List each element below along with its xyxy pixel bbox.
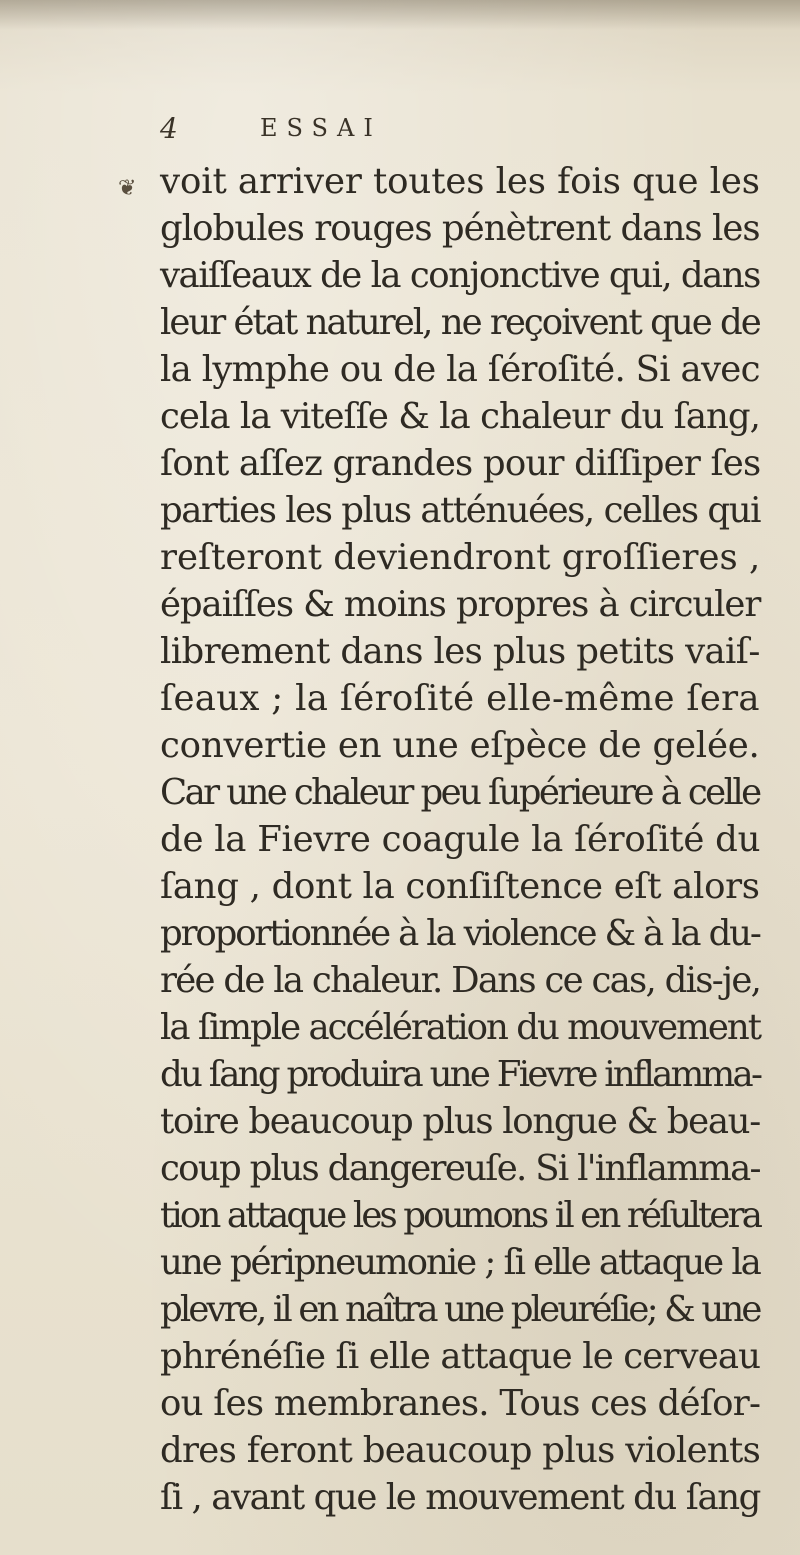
text-line: plevre, il en naîtra une pleuréſie; & une [160, 1289, 760, 1330]
text-line: du ſang produira une Fievre inflamma- [160, 1054, 761, 1095]
text-line: la ſimple accélération du mouvement [160, 1007, 761, 1048]
text-line: reſteront deviendront groſſieres , [160, 537, 761, 578]
text-line: voit arriver toutes les fois que les [160, 161, 760, 202]
text-line: ſang , dont la conſiſtence eſt alors [160, 866, 760, 907]
text-line: toire beaucoup plus longue & beau- [160, 1101, 760, 1142]
text-line: de la Fievre coagule la ſéroſité du [160, 819, 761, 860]
text-line: convertie en une eſpèce de gelée. [160, 725, 760, 766]
text-line: ſont aſſez grandes pour diſſiper ſes [160, 443, 761, 484]
text-line: cela la viteſſe & la chaleur du ſang, [160, 396, 760, 437]
text-line: rée de la chaleur. Dans ce cas, dis-je, [160, 960, 761, 1001]
text-line: épaiſſes & moins propres à circuler [160, 584, 761, 625]
running-head: ESSAI [260, 114, 382, 142]
text-line: Car une chaleur peu ſupérieure à celle [160, 772, 760, 813]
text-line: une péripneumonie ; ſi elle attaque la [160, 1242, 760, 1283]
text-line: librement dans les plus petits vaiſ- [160, 631, 760, 672]
text-line: leur état naturel, ne reçoivent que de [160, 302, 760, 343]
text-line: ſeaux ; la ſéroſité elle-même ſera [160, 678, 760, 719]
text-line: parties les plus atténuées, celles qui [160, 490, 760, 531]
text-line: proportionnée à la violence & à la du- [160, 913, 760, 954]
text-line: globules rouges pénètrent dans les [160, 208, 760, 249]
page-top-edge [0, 0, 800, 30]
page-header [160, 112, 480, 152]
text-line: la lymphe ou de la ſéroſité. Si avec [160, 349, 760, 390]
text-line: phrénéſie ſi elle attaque le cerveau [160, 1336, 761, 1377]
body-text [160, 158, 760, 1521]
text-line: dres feront beaucoup plus violents [160, 1430, 761, 1471]
page-number: 4 [160, 112, 178, 145]
text-line: tion attaque les poumons il en réſultera [160, 1195, 761, 1236]
margin-mark: ❦ [118, 176, 137, 201]
text-line: ſi , avant que le mouvement du ſang [160, 1477, 760, 1518]
text-line: vaiſſeaux de la conjonctive qui, dans [160, 255, 760, 296]
text-line: coup plus dangereuſe. Si l'inflamma- [160, 1148, 760, 1189]
text-line: ou ſes membranes. Tous ces déſor- [160, 1383, 761, 1424]
